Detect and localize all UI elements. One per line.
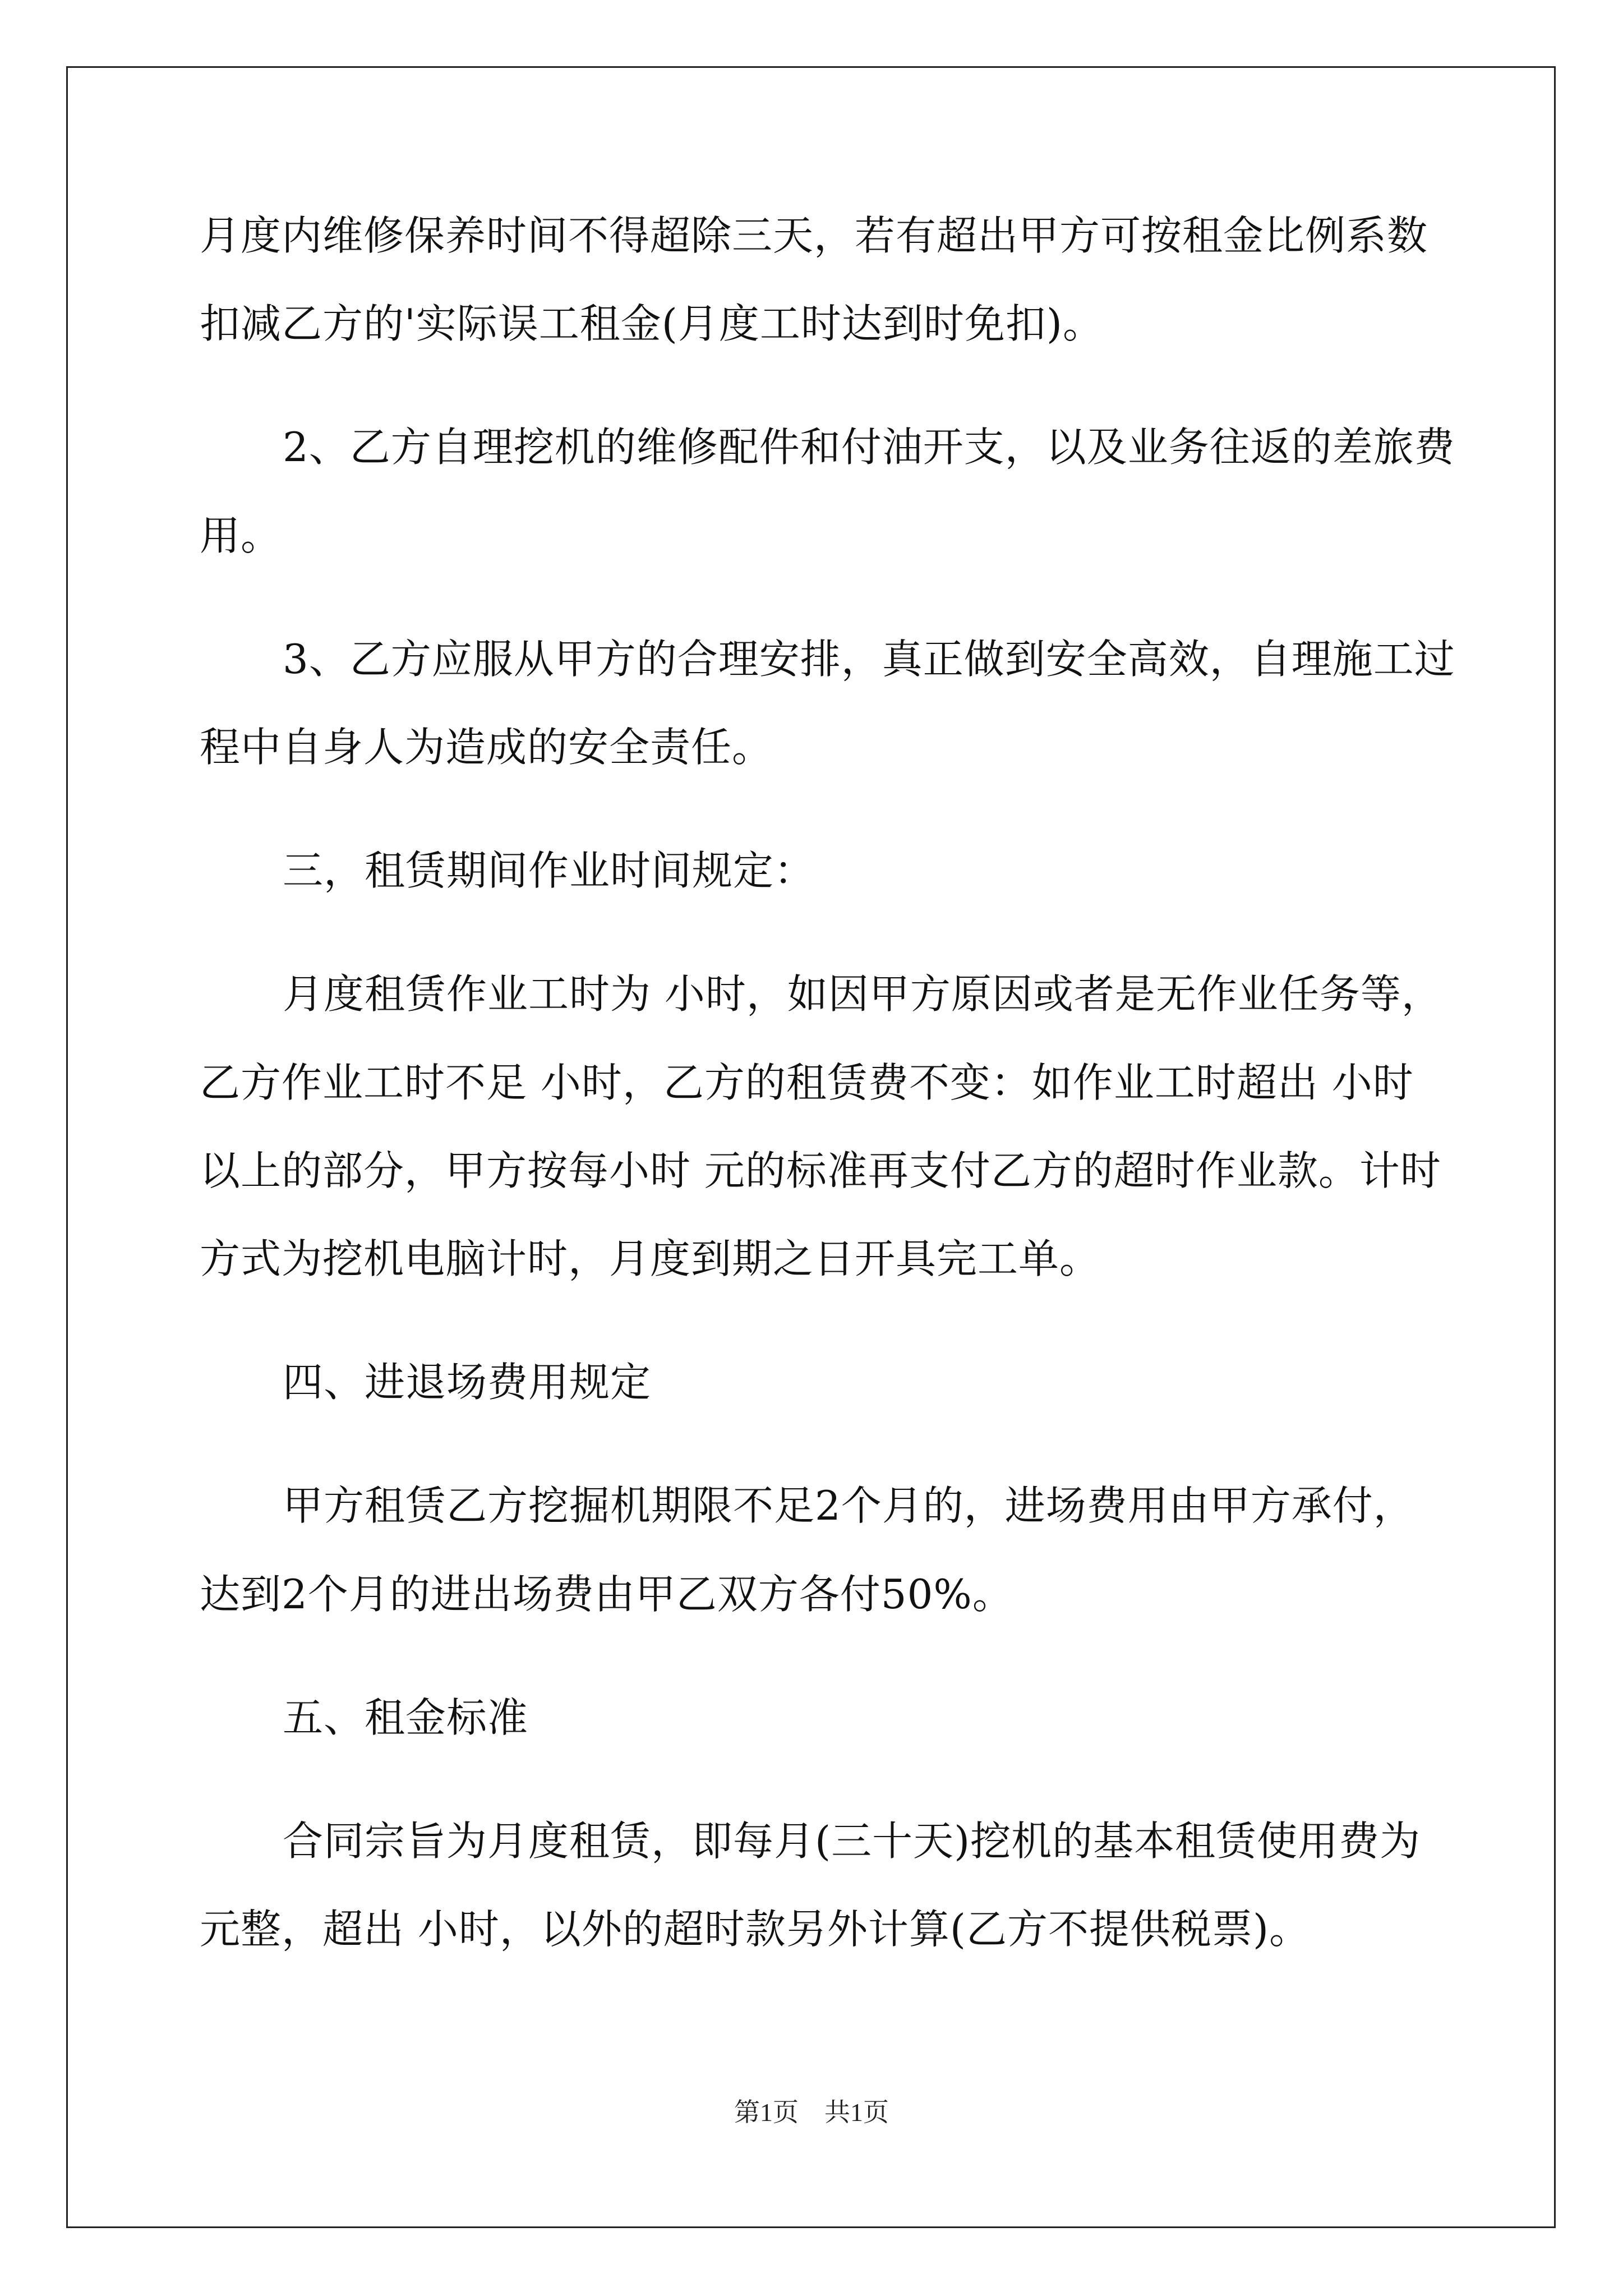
text-line: 合同宗旨为月度租赁，即每月(三十天)挖机的基本租赁使用费为 (283, 1818, 1421, 1865)
text-line: 程中自身人为造成的安全责任。 (200, 724, 773, 771)
text-line: 元整，超出 小时，以外的超时款另外计算(乙方不提供税票)。 (200, 1906, 1311, 1953)
text-line: 达到2个月的进出场费由甲乙双方各付50%。 (200, 1571, 1013, 1618)
text-line: 方式为挖机电脑计时，月度到期之日开具完工单。 (200, 1235, 1101, 1282)
text-line: 甲方租赁乙方挖掘机期限不足2个月的，进场费用由甲方承付， (283, 1482, 1414, 1529)
text-line: 月度租赁作业工时为 小时，如因甲方原因或者是无作业任务等， (283, 970, 1442, 1018)
section-heading: 三，租赁期间作业时间规定： (283, 847, 815, 894)
text-line: 月度内维修保养时间不得超除三天，若有超出甲方可按租金比例系数 (200, 212, 1428, 259)
page-number: 第1页 共1页 (734, 2098, 889, 2127)
text-line: 乙方作业工时不足 小时，乙方的租赁费不变：如作业工时超出 小时 (200, 1059, 1414, 1106)
text-line: 以上的部分，甲方按每小时 元的标准再支付乙方的超时作业款。计时 (200, 1147, 1441, 1194)
section-heading: 五、租金标准 (283, 1694, 529, 1741)
text-line: 用。 (200, 512, 282, 559)
text-line: 3、乙方应服从甲方的合理安排，真正做到安全高效，自理施工过 (283, 636, 1455, 683)
text-line: 扣减乙方的'实际误工租金(月度工时达到时免扣)。 (200, 300, 1104, 347)
section-heading: 四、进退场费用规定 (283, 1359, 652, 1406)
text-line: 2、乙方自理挖机的维修配件和付油开支，以及业务往返的差旅费 (283, 424, 1455, 471)
